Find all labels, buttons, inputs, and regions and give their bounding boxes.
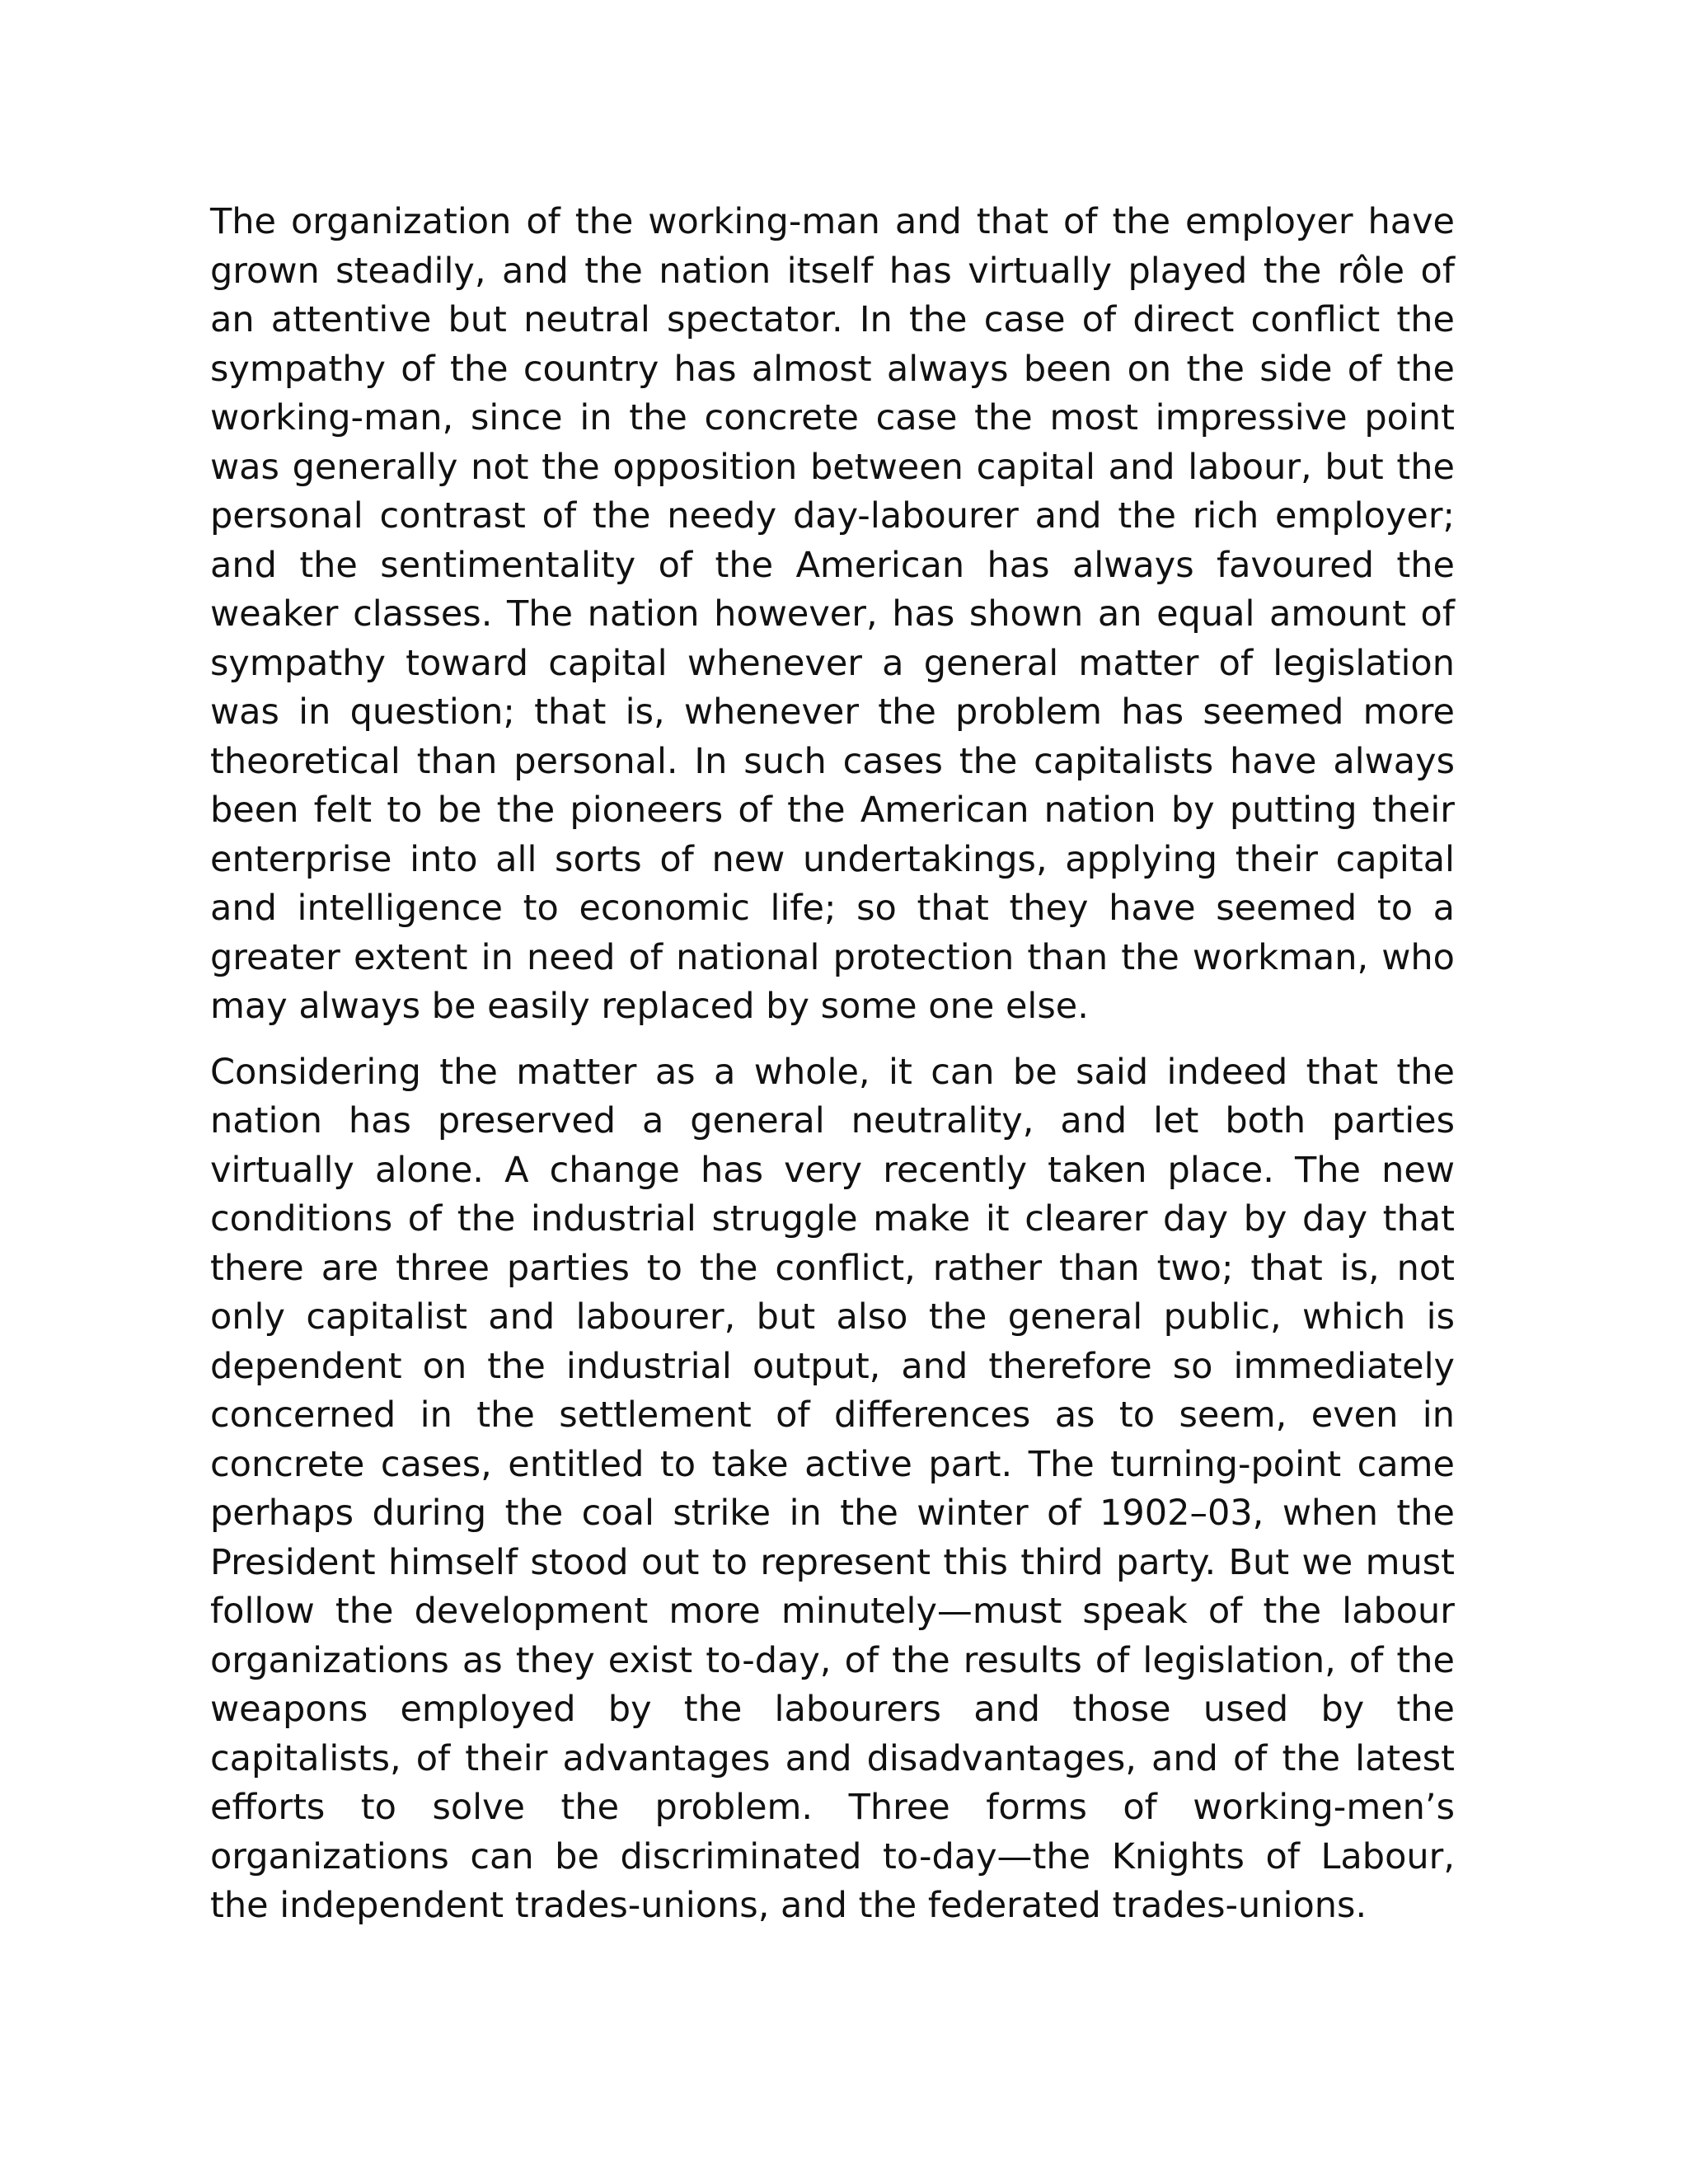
paragraph-1: The organization of the working-man and that of the employer have grown steadily, and the nation itself has virtually played the rôle of an attentive but neutral spectator. In the case of direct conflict the sympathy of the country has almost always been on the side of the working-man, since in the concrete case the most impressive point was generally not the opposition between capital and labour, but the personal contrast of the needy day-labourer and the rich employer; and the sentimentality of the American has always favoured the weaker classes. The nation however, has shown an equal amount of sympathy toward capital whenever a general matter of legislation was in question; that is, whenever the problem has seemed more theoretical than personal. In such cases the capitalists have always been felt to be the pioneers of the American nation by putting their enterprise into all sorts of new undertakings, applying their capital and intelligence to economic life; so that they have seemed to a greater extent in need of national protection than the workman, who may always be easily replaced by some one else. (210, 201, 1455, 1027)
paragraph-2: Considering the matter as a whole, it can be said indeed that the nation has preserved a general neutrality, and let both parties virtually alone. A change has very recently taken place. The new conditions of the industrial struggle make it clearer day by day that there are three parties to the conflict, rather than two; that is, not only capitalist and labourer, but also the general public, which is dependent on the industrial output, and therefore so immediately concerned in the settlement of differences as to seem, even in concrete cases, entitled to take active part. The turning-point came perhaps during the coal strike in the winter of 1902–03, when the President himself stood out to represent this third party. But we must follow the development more minutely—must speak of the labour organizations as they exist to-day, of the results of legislation, of the weapons employed by the labourers and those used by the capitalists, of their advantages and disadvantages, and of the latest efforts to solve the problem. Three forms of working-men’s organizations can be discriminated to-day—the Knights of Labour, the independent trades-unions, and the federated trades-unions. (210, 1051, 1455, 1926)
body-text (210, 198, 1455, 1947)
